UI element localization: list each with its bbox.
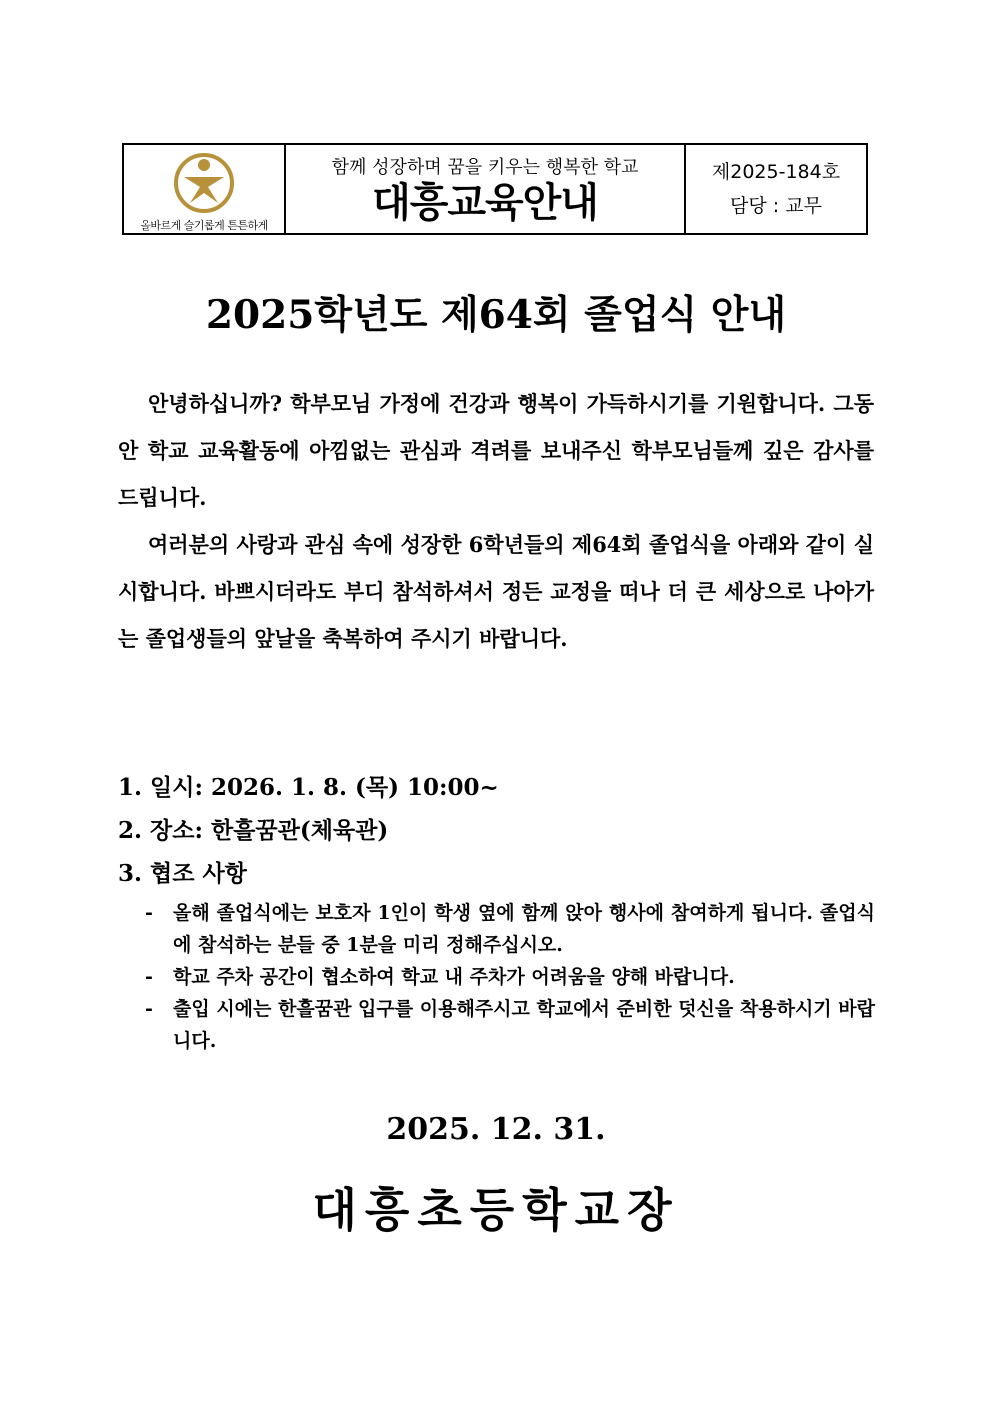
note-text: 출입 시에는 한흘꿈관 입구를 이용해주시고 학교에서 준비한 덧신을 착용하시기 바랍니다. bbox=[173, 998, 875, 1052]
detail-item-date: 1. 일시: 2026. 1. 8. (목) 10:00~ bbox=[118, 774, 499, 801]
note-item bbox=[145, 961, 875, 993]
document-number: 제2025-184호 bbox=[711, 161, 841, 183]
note-bullet: - bbox=[145, 902, 153, 924]
announcement-paragraph: 여러분의 사랑과 관심 속에 성장한 6학년들의 제64회 졸업식을 아래와 같이 실시합니다. 바쁘시더라도 부디 참석하셔서 정든 교정을 떠나 더 큰 세상으로 나아가는 졸업생들의 앞날을 축복하여 주시기 바랍니다. bbox=[118, 532, 874, 651]
document-title: 2025학년도 제64회 졸업식 안내 bbox=[205, 292, 787, 338]
note-item bbox=[145, 993, 875, 1057]
note-bullet: - bbox=[145, 998, 153, 1020]
greeting-paragraph: 안녕하십니까? 학부모님 가정에 건강과 행복이 가득하시기를 기원합니다. 그동안 학교 교육활동에 아낌없는 관심과 격려를 보내주신 학부모님들께 깊은 감사를 드립니다. bbox=[118, 391, 874, 510]
document-info-cell bbox=[686, 145, 866, 233]
document-body bbox=[118, 380, 874, 662]
issue-date: 2025. 12. 31. bbox=[386, 1112, 606, 1147]
note-text: 올해 졸업식에는 보호자 1인이 학생 옆에 함께 앉아 행사에 참여하게 됩니다. 졸업식에 참석하는 분들 중 1분을 미리 정해주십시오. bbox=[173, 902, 875, 956]
cooperation-notes bbox=[145, 897, 875, 1057]
detail-item-place: 2. 장소: 한흘꿈관(체육관) bbox=[118, 817, 389, 844]
newsletter-title-cell bbox=[286, 145, 686, 233]
school-slogan: 함께 성장하며 꿈을 키우는 행복한 학교 bbox=[331, 157, 639, 178]
note-text: 학교 주차 공간이 협소하여 학교 내 주차가 어려움을 양해 바랍니다. bbox=[173, 966, 735, 988]
detail-item-cooperation: 3. 협조 사항 bbox=[118, 860, 247, 887]
newsletter-header bbox=[122, 143, 868, 235]
signer: 대흥초등학교장 bbox=[312, 1183, 680, 1237]
note-bullet: - bbox=[145, 966, 153, 988]
note-item bbox=[145, 897, 875, 961]
logo-motto: 올바르게 슬기롭게 튼튼하게 bbox=[140, 219, 268, 232]
newsletter-title: 대흥교육안내 bbox=[372, 180, 598, 226]
school-emblem-icon bbox=[172, 151, 236, 215]
department: 담당 : 교무 bbox=[730, 195, 822, 217]
school-logo-cell bbox=[124, 145, 286, 233]
details-list bbox=[118, 766, 878, 895]
